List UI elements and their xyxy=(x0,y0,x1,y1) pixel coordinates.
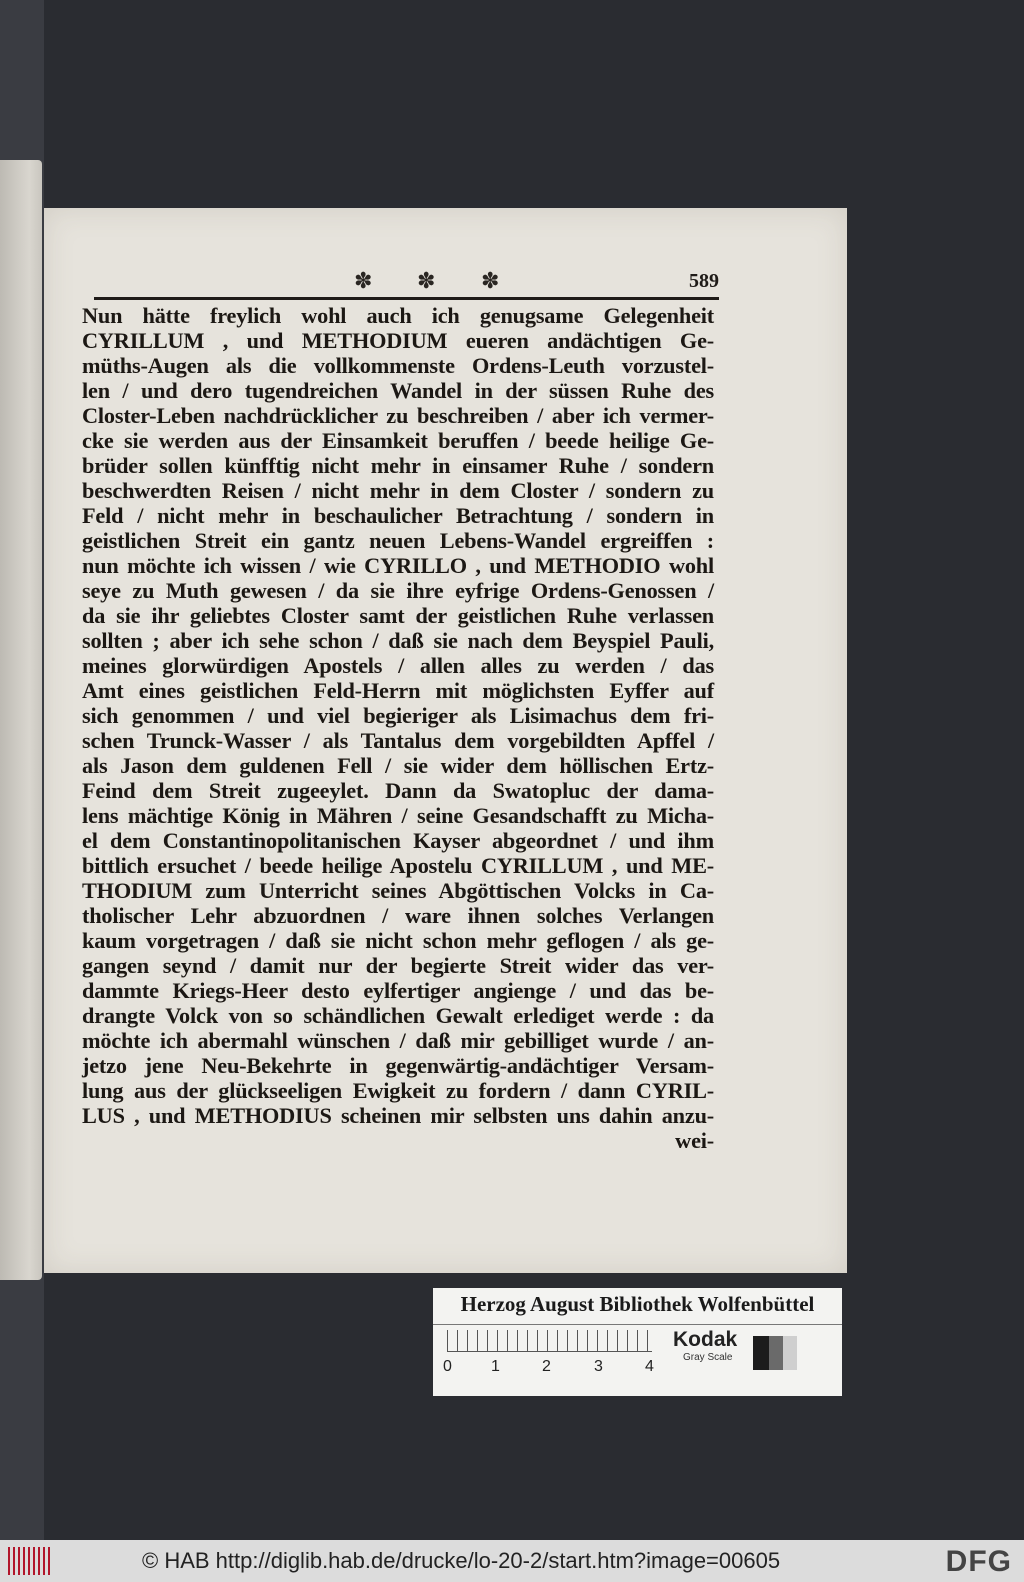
text-line: Nun hätte freylich wohl auch ich genugsame Gelegenheit xyxy=(82,303,714,328)
text-line: Amt eines geistlichen Feld-Herrn mit möglichsten Eyffer auf xyxy=(82,678,714,703)
text-line: seye zu Muth gewesen / da sie ihre eyfrige Ordens-Genossen / xyxy=(82,578,714,603)
text-line: lung aus der glückseeligen Ewigkeit zu fordern / dann CYRIL- xyxy=(82,1078,714,1103)
text-line: Feld / nicht mehr in beschaulicher Betrachtung / sondern in xyxy=(82,503,714,528)
text-line: wei- xyxy=(675,1128,714,1153)
text-line: geistlichen Streit ein gantz neuen Lebens-Wandel ergreiffen : xyxy=(82,528,714,553)
text-line: LUS , und METHODIUS scheinen mir selbsten uns dahin anzu- xyxy=(82,1103,714,1128)
page-header xyxy=(94,268,719,308)
text-line: jetzo jene Neu-Bekehrte in gegenwärtig-andächtiger Versam- xyxy=(82,1053,714,1078)
text-line: len / und dero tugendreichen Wandel in der süssen Ruhe des xyxy=(82,378,714,403)
ruler-number: 0 xyxy=(443,1358,452,1375)
text-line: meines glorwürdigen Apostels / allen alles zu werden / das xyxy=(82,653,714,678)
text-line: da sie ihr geliebtes Closter samt der geistlichen Ruhe verlassen xyxy=(82,603,714,628)
gray-scale-label: Gray Scale xyxy=(683,1352,733,1363)
ornament-icon: ✽ xyxy=(417,268,436,293)
text-line: bittlich ersuchet / beede heilige Apostelu CYRILLUM , und ME- xyxy=(82,853,714,878)
text-line: el dem Constantinopolitanischen Kayser abgeordnet / und ihm xyxy=(82,828,714,853)
text-line: THODIUM zum Unterricht seines Abgöttischen Volcks in Ca- xyxy=(82,878,714,903)
gray-swatch-mid xyxy=(769,1336,783,1370)
text-line: brüder sollen künfftig nicht mehr in einsamer Ruhe / sondern xyxy=(82,453,714,478)
text-line: müths-Augen als die vollkommenste Ordens-Leuth vorzustel- xyxy=(82,353,714,378)
text-line: nun möchte ich wissen / wie CYRILLO , und METHODIO wohl xyxy=(82,553,714,578)
ruler-number: 3 xyxy=(594,1358,603,1375)
library-name: Herzog August Bibliothek Wolfenbüttel xyxy=(460,1292,815,1316)
text-line: als Jason dem guldenen Fell / sie wider dem höllischen Ertz- xyxy=(82,753,714,778)
text-line: Feind dem Streit zugeeylet. Dann da Swatopluc der dama- xyxy=(82,778,714,803)
text-line: beschwerdten Reisen / nicht mehr in dem Closter / sondern zu xyxy=(82,478,714,503)
gray-swatch-black xyxy=(753,1336,769,1370)
copyright-link[interactable]: © HAB http://diglib.hab.de/drucke/lo-20-2/start.htm?image=00605 xyxy=(142,1548,781,1573)
text-line: CYRILLUM , und METHODIUM eueren andächtigen Ge- xyxy=(82,328,714,353)
dfg-logo: DFG xyxy=(945,1545,1012,1578)
ruler-ticks xyxy=(447,1330,652,1352)
text-line: dammte Kriegs-Heer desto eylfertiger angienge / und das be- xyxy=(82,978,714,1003)
ruler-number: 4 xyxy=(645,1358,654,1375)
ornament-icon: ✽ xyxy=(481,268,500,293)
page-number: 589 xyxy=(689,270,719,292)
header-rule xyxy=(94,297,719,300)
body-text xyxy=(82,303,714,1153)
book-page xyxy=(44,208,847,1273)
hab-logo-icon xyxy=(8,1547,50,1575)
footer-bar xyxy=(0,1540,1024,1582)
text-line: drangte Volck von so schändlichen Gewalt erlediget werde : da xyxy=(82,1003,714,1028)
text-line: kaum vorgetragen / daß sie nicht schon mehr geflogen / als ge- xyxy=(82,928,714,953)
ruler-number: 2 xyxy=(542,1358,551,1375)
text-line: sollten ; aber ich sehe schon / daß sie nach dem Beyspiel Pauli, xyxy=(82,628,714,653)
card-divider xyxy=(433,1324,842,1325)
ruler-baseline xyxy=(447,1351,652,1352)
text-line: gangen seynd / damit nur der begierte Streit wider das ver- xyxy=(82,953,714,978)
ornament-icon: ✽ xyxy=(354,268,373,293)
ruler-number: 1 xyxy=(491,1358,500,1375)
library-color-card xyxy=(433,1288,842,1396)
previous-page-edge xyxy=(0,160,42,1280)
text-line: tholischer Lehr abzuordnen / ware ihnen solches Verlangen xyxy=(82,903,714,928)
text-line: lens mächtige König in Mähren / seine Gesandschafft zu Micha- xyxy=(82,803,714,828)
text-line: schen Trunck-Wasser / als Tantalus dem vorgebildten Apffel / xyxy=(82,728,714,753)
text-line: cke sie werden aus der Einsamkeit beruffen / beede heilige Ge- xyxy=(82,428,714,453)
kodak-brand: Kodak xyxy=(673,1328,738,1351)
gray-swatch-light xyxy=(783,1336,797,1370)
text-line: sich genommen / und viel begieriger als Lisimachus dem fri- xyxy=(82,703,714,728)
text-line: Closter-Leben nachdrücklicher zu beschreiben / aber ich vermer- xyxy=(82,403,714,428)
text-line: möchte ich abermahl wünschen / daß mir gebilliget wurde / an- xyxy=(82,1028,714,1053)
